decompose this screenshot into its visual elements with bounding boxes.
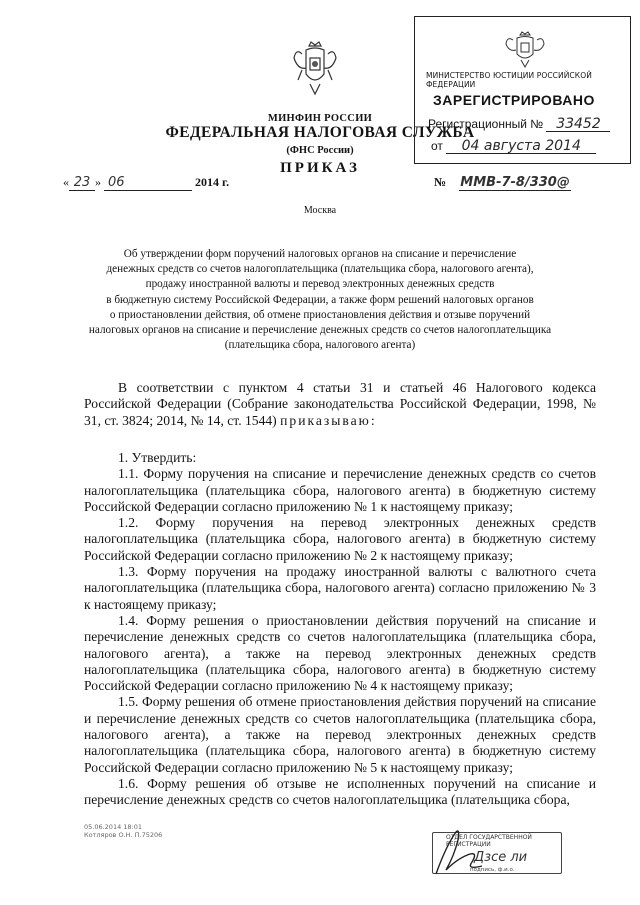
footer-stamp-line: РЕГИСТРАЦИИ: [446, 841, 491, 848]
title-line: денежных средств со счетов налогоплательщика (плательщика сбора, налогового агента),: [106, 263, 534, 276]
stamp-from-date: 04 августа 2014: [461, 138, 581, 154]
date-quote-close: »: [95, 175, 101, 189]
order-number-label: №: [434, 175, 447, 189]
stamp-ministry: МИНИСТЕРСТВО ЮСТИЦИИ РОССИЙСКОЙ ФЕДЕРАЦИИ: [426, 71, 592, 89]
service-name: ФЕДЕРАЛЬНАЯ НАЛОГОВАЯ СЛУЖБА: [165, 124, 475, 141]
footer-line: 05.06.2014 18:01: [84, 823, 143, 831]
stamp-from-label: от: [431, 139, 443, 153]
date-day-field: [69, 175, 95, 191]
order-number-value: ММВ-7-8/330@: [460, 175, 570, 190]
order-date: [63, 175, 229, 191]
body-item: 1.6. Форму решения об отзыве не исполненных поручений на списание и перечисление денежных средств со счетов налогоплательщика (плательщика сбора,: [84, 775, 596, 808]
order-number: [434, 175, 571, 191]
title-line: (плательщика сбора, налогового агента): [224, 339, 416, 352]
title-line: Об утверждении форм поручений налоговых органов на списание и перечисление: [123, 248, 517, 260]
date-month-field: [104, 175, 192, 191]
stamp-reg-label: Регистрационный №: [428, 117, 544, 131]
body-item: 1.1. Форму поручения на списание и перечисление денежных средств со счетов налогоплательщика (плательщика сбора, налогового агента) в бюджетную систему Российской Федерации согласно приложению № 1 к настоящему приказу;: [84, 466, 596, 514]
title-line: в бюджетную систему Российской Федерации, а также форм решений налоговых органов: [106, 293, 534, 306]
stamp-registration-date: [431, 139, 596, 154]
title-line: продажу иностранной валюты и перевод электронных денежных средств: [145, 278, 495, 291]
body-item: 1.3. Форму поручения на продажу иностранной валюты с валютного счета налогоплательщика (плательщика сбора, налогового агента) согласно приложению № 3 к настоящему приказу;: [84, 564, 596, 612]
stamp-from-date-field: [446, 139, 596, 154]
order-number-field: [459, 175, 571, 191]
document-type: ПРИКАЗ: [280, 160, 360, 176]
body-intro: [84, 380, 596, 429]
body-item: 1.5. Форму решения об отмене приостановления действия поручений на списание и перечисление денежных средств со счетов налогоплательщика (плательщика сбора, налогового агента), а также на перевод электронных денежных средств налогоплательщика (плательщика сбора, налогового агента) в бюджетную систему Российской Федерации согласно приложению № 5 к настоящему приказу;: [84, 694, 596, 775]
stamp-registration-number: [428, 117, 610, 132]
title-line: о приостановлении действия, об отмене приостановления действия и отзыве поручений: [109, 308, 531, 321]
date-day: 23: [73, 175, 91, 190]
city: Москва: [303, 205, 337, 216]
title-line: налоговых органов на списание и перечисление денежных средств со счетов налогоплательщика: [88, 324, 552, 337]
stamp-reg-number: 33452: [556, 116, 601, 132]
stamp-emblem-icon: [504, 30, 546, 70]
body-item: 1. Утвердить:: [118, 450, 197, 465]
footer-meta: [84, 823, 162, 839]
body-items: [84, 450, 596, 809]
body-item: 1.2. Форму поручения на перевод электронных денежных средств налогоплательщика (плательщика сбора, налогового агента) в бюджетную систему Российской Федерации согласно приложению № 2 к настоящему приказу;: [84, 515, 596, 563]
date-month: 06: [108, 175, 125, 190]
service-abbreviation: (ФНС России): [286, 145, 354, 156]
intro-action: приказываю:: [280, 412, 377, 428]
footer-line: Котляров О.Н. П.75206: [84, 831, 163, 839]
order-title: [60, 247, 580, 353]
signature-icon: [432, 826, 492, 878]
emblem-icon: [292, 40, 338, 100]
footer-stamp-line: ОТДЕЛ ГОСУДАРСТВЕННОЙ: [446, 834, 532, 841]
ministry-name: МИНФИН РОССИИ: [267, 113, 373, 124]
footer-stamp-caption: подпись, ф.и.о.: [470, 867, 515, 873]
stamp-reg-number-field: [546, 117, 610, 132]
stamp-registered: ЗАРЕГИСТРИРОВАНО: [433, 92, 595, 108]
footer-stamp-signature-text: Дзсе ли: [474, 850, 528, 865]
date-quote-open: «: [63, 175, 69, 189]
body-item: 1.4. Форму решения о приостановлении действия поручений на списание и перечисление денежных средств со счетов налогоплательщика (плательщика сбора, налогового агента), а также на перевод электронных денежных средств налогоплательщика (плательщика сбора, налогового агента) в бюджетную систему Российской Федерации согласно приложению № 4 к настоящему приказу;: [84, 612, 596, 694]
intro-text: В соответствии с пунктом 4 статьи 31 и статьей 46 Налогового кодекса Российской Федерации (Собрание законодательства Российской Федерации, 1998, № 31, ст. 3824; 2014, № 14, ст. 1544): [84, 380, 596, 428]
date-year: 2014 г.: [195, 175, 230, 189]
